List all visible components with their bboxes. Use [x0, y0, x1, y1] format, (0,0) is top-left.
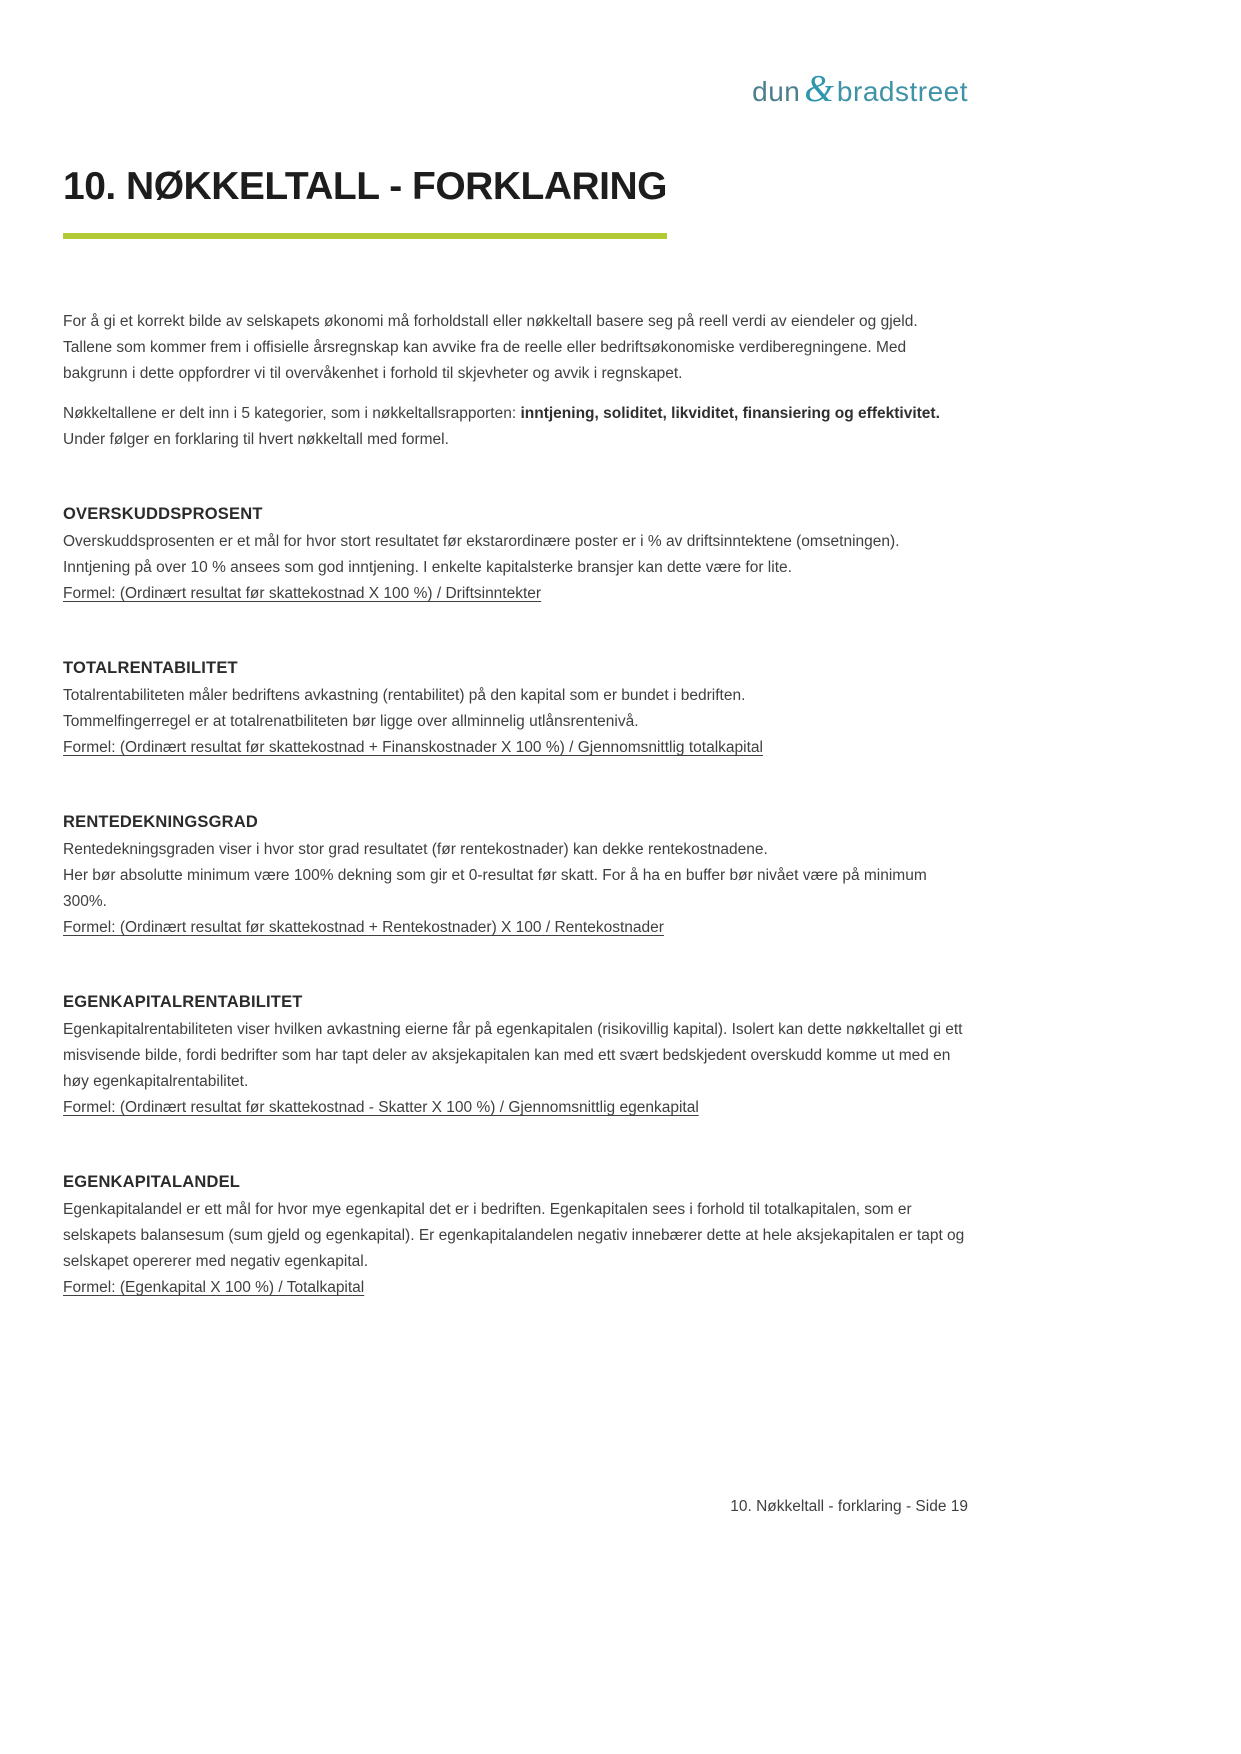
title-accent-rule — [63, 233, 667, 239]
intro-paragraph-2-categories: inntjening, soliditet, likviditet, finansiering og effektivitet. — [520, 404, 940, 422]
section-heading: EGENKAPITALANDEL — [63, 1172, 241, 1191]
formula-line: Formel: (Ordinært resultat før skattekostnad X 100 %) / Driftsinntekter — [63, 584, 542, 602]
formula-line: Formel: (Ordinært resultat før skattekostnad + Rentekostnader) X 100 / Rentekostnader — [63, 918, 664, 936]
section-paragraph: Overskuddsprosenten er et mål for hvor stort resultatet før ekstarordinære poster er i % av driftsinntektene (omsetningen). Inntjening på over 10 % ansees som god inntjening. I enkelte kapitalsterke bransjer kan dette være for lite. — [63, 532, 900, 576]
logo-row — [63, 0, 968, 108]
section-overskuddsprosent — [63, 505, 968, 607]
dun-bradstreet-logo — [752, 70, 968, 108]
section-egenkapitalrentabilitet — [63, 993, 968, 1121]
page-title: 10. NØKKELTALL - FORKLARING — [63, 165, 667, 208]
intro-paragraph-2 — [63, 401, 968, 453]
section-totalrentabilitet — [63, 659, 968, 761]
title-block — [63, 166, 667, 239]
formula-line: Formel: (Ordinært resultat før skattekostnad + Finanskostnader X 100 %) / Gjennomsnittlig totalkapital — [63, 738, 763, 756]
page-footer: 10. Nøkkeltall - forklaring - Side 19 — [730, 1498, 968, 1515]
section-heading: OVERSKUDDSPROSENT — [63, 504, 263, 523]
logo-bradstreet-text: bradstreet — [836, 76, 968, 107]
formula-line: Formel: (Ordinært resultat før skattekostnad - Skatter X 100 %) / Gjennomsnittlig egenkapital — [63, 1098, 699, 1116]
intro-text — [63, 309, 968, 453]
section-rentedekningsgrad — [63, 813, 968, 941]
section-paragraph: Totalrentabiliteten måler bedriftens avkastning (rentabilitet) på den kapital som er bundet i bedriften. — [63, 686, 746, 704]
section-paragraph: Her bør absolutte minimum være 100% dekning som gir et 0-resultat før skatt. For å ha en buffer bør nivået være på minimum 300%. — [63, 866, 927, 910]
section-egenkapitalandel — [63, 1173, 968, 1301]
section-paragraph: Egenkapitalrentabiliteten viser hvilken avkastning eierne får på egenkapitalen (risikovillig kapital). Isolert kan dette nøkkeltallet gi ett misvisende bilde, fordi bedrifter som har tapt deler av aksjekapitalen kan med ett svært bedskjedent overskudd komme ut med en høy egenkapitalrentabilitet. — [63, 1020, 963, 1090]
section-heading: RENTEDEKNINGSGRAD — [63, 812, 258, 831]
intro-paragraph-2-lead: Nøkkeltallene er delt inn i 5 kategorier, som i nøkkeltallsrapporten: — [63, 404, 521, 422]
logo-dun-text: dun — [752, 76, 801, 107]
intro-paragraph-1: For å gi et korrekt bilde av selskapets økonomi må forholdstall eller nøkkeltall basere seg på reell verdi av eiendeler og gjeld. Tallene som kommer frem i offisielle årsregnskap kan avvike fra de reelle eller bedriftsøkonomiske verdiberegningene. Med bakgrunn i dette oppfordrer vi til overvåkenhet i forhold til skjevheter og avvik i regnskapet. — [63, 312, 918, 382]
section-paragraph: Egenkapitalandel er ett mål for hvor mye egenkapital det er i bedriften. Egenkapitalen sees i forhold til totalkapitalen, som er selskapets balansesum (sum gjeld og egenkapital). Er egenkapitalandelen negativ innebærer dette at hele aksjekapitalen er tapt og selskapet opererer med negativ egenkapital. — [63, 1200, 965, 1270]
logo-ampersand-icon: & — [804, 68, 834, 110]
intro-paragraph-2-tail: Under følger en forklaring til hvert nøkkeltall med formel. — [63, 430, 449, 448]
formula-line: Formel: (Egenkapital X 100 %) / Totalkapital — [63, 1278, 365, 1296]
section-paragraph: Rentedekningsgraden viser i hvor stor grad resultatet (før rentekostnader) kan dekke rentekostnadene. — [63, 840, 768, 858]
section-heading: EGENKAPITALRENTABILITET — [63, 992, 303, 1011]
content-area — [63, 0, 968, 1301]
section-heading: TOTALRENTABILITET — [63, 658, 238, 677]
section-paragraph: Tommelfingerregel er at totalrenatbiliteten bør ligge over allminnelig utlånsrentenivå. — [63, 712, 639, 730]
